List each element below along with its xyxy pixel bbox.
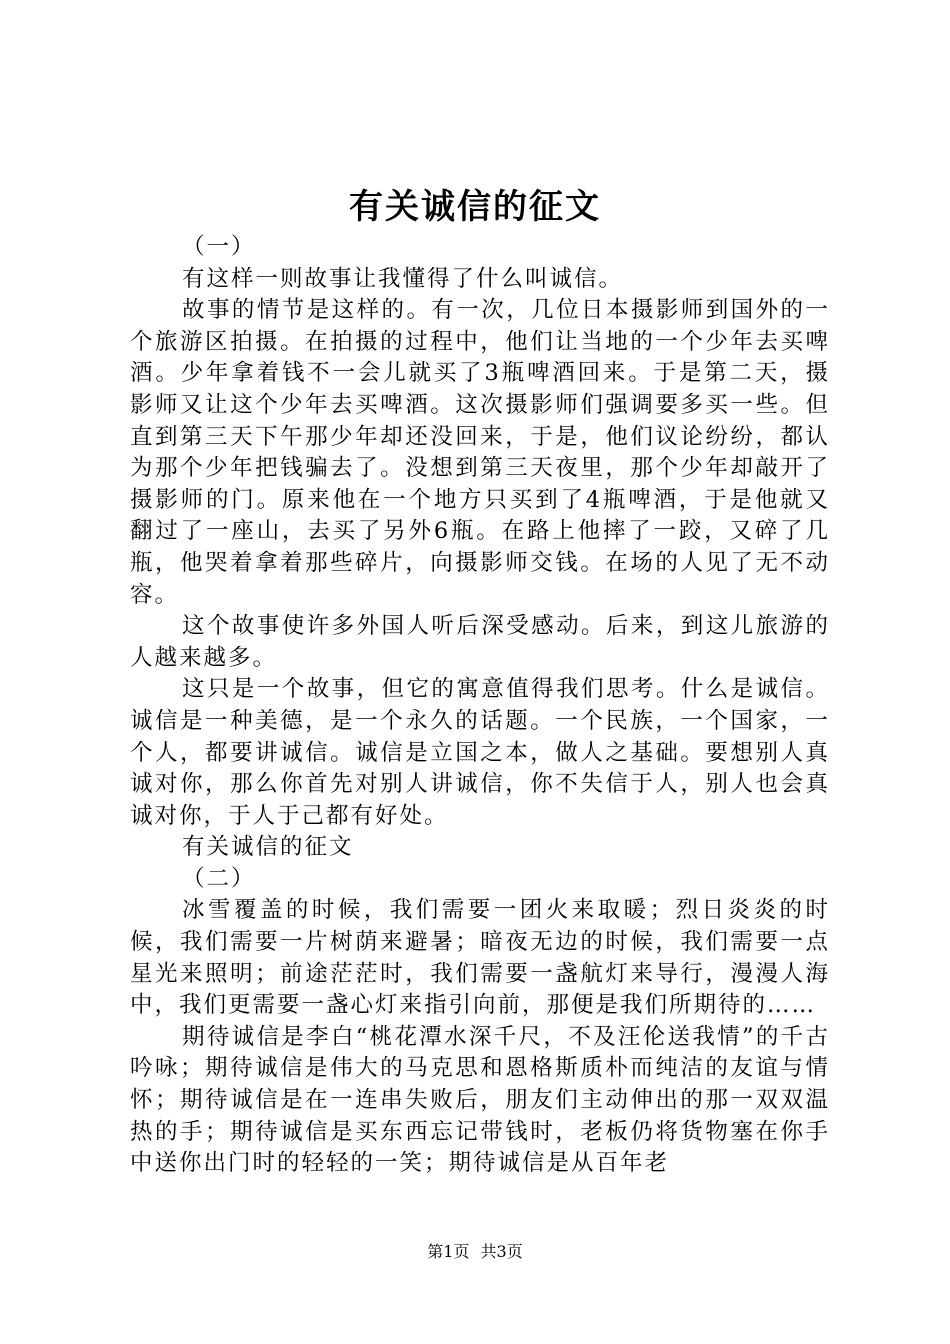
paragraph: 期待诚信是李白“桃花潭水深千尺，不及汪伦送我情”的千古吟咏；期待诚信是伟大的马克思和恩格斯质朴而纯洁的友谊与情怀；期待诚信是在一连串失败后，朋友们主动伸出的那一双双温热的手；期待诚信是买东西忘记带钱时，老板仍将货物塞在你手中送你出门时的轻轻的一笑；期待诚信是从百年老 [130,1023,830,1177]
section-heading: （二） [182,865,256,892]
paragraph: 故事的情节是这样的。有一次，几位日本摄影师到国外的一个旅游区拍摄。在拍摄的过程中，他们让当地的一个少年去买啤酒。少年拿着钱不一会儿就买了3瓶啤酒回来。于是第二天，摄影师又让这个少年去买啤酒。这次摄影师们强调要多买一些。但直到第三天下午那少年却还没回来，于是，他们议论纷纷，都认为那个少年把钱骗去了。没想到第三天夜里，那个少年却敲开了摄影师的门。原来他在一个地方只买到了4瓶啤酒，于是他就又翻过了一座山，去买了另外6瓶。在路上他摔了一跤，又碎了几瓶，他哭着拿着那些碎片，向摄影师交钱。在场的人见了无不动容。 [130,297,830,608]
subtitle-line: 有关诚信的征文 [182,834,354,861]
page-number: 第1页 [427,1242,470,1261]
section-heading: （一） [182,234,256,260]
document-title: 有关诚信的征文 [349,187,601,227]
paragraph: 这个故事使许多外国人听后深受感动。后来，到这儿旅游的人越来越多。 [130,613,830,671]
page-footer [0,1240,950,1264]
paragraph: 有这样一则故事让我懂得了什么叫诚信。 [182,265,624,292]
page-total: 共3页 [480,1242,523,1261]
paragraph: 冰雪覆盖的时候，我们需要一团火来取暖；烈日炎炎的时候，我们需要一片树荫来避暑；暗夜无边的时候，我们需要一点星光来照明；前途茫茫时，我们需要一盏航灯来导行，漫漫人海中，我们更需要一盏心灯来指引向前，那便是我们所期待的…… [130,897,830,1019]
document-body [130,232,830,1180]
paragraph: 这只是一个故事，但它的寓意值得我们思考。什么是诚信。诚信是一种美德，是一个永久的话题。一个民族，一个国家，一个人，都要讲诚信。诚信是立国之本，做人之基础。要想别人真诚对你，那么你首先对别人讲诚信，你不失信于人，别人也会真诚对你，于人于己都有好处。 [130,676,830,829]
